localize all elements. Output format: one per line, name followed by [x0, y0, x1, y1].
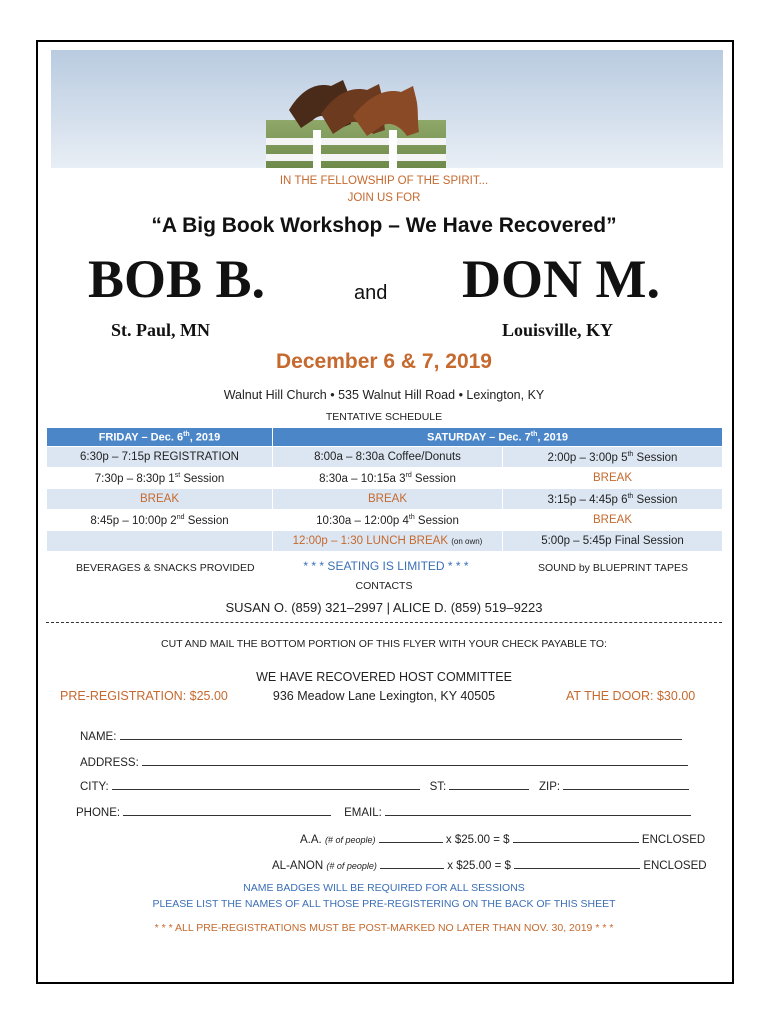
join-line: JOIN US FOR — [347, 192, 421, 204]
phone-row — [76, 804, 691, 819]
speaker-right-name: DON M. — [462, 249, 660, 309]
aa-enclosed: ENCLOSED — [641, 834, 706, 846]
alanon-enclosed: ENCLOSED — [643, 860, 707, 872]
speaker-left-city: St. Paul, MN — [111, 320, 210, 340]
venue-city: Lexington, KY — [466, 388, 545, 402]
speakers-conjunction: and — [354, 282, 388, 304]
horses-photo — [51, 50, 723, 168]
zip-field[interactable] — [563, 778, 689, 790]
schedule-cell: 5:00p – 5:45p Final Session — [503, 531, 723, 552]
table-row — [47, 489, 723, 510]
committee-name: WE HAVE RECOVERED HOST COMMITTEE — [256, 670, 512, 684]
name-label: NAME: — [80, 731, 117, 743]
schedule-cell: 3:15p – 4:45p 6th Session — [503, 489, 723, 510]
bullet-icon: • — [330, 388, 339, 402]
schedule-cell: 10:30a – 12:00p 4th Session — [273, 510, 503, 531]
speaker-left-name: BOB B. — [88, 249, 266, 309]
alanon-price: x $25.00 = $ — [447, 860, 511, 872]
state-field[interactable] — [449, 778, 529, 790]
schedule-cell: BREAK — [273, 489, 503, 510]
mail-instruction: CUT AND MAIL THE BOTTOM PORTION OF THIS FLYER WITH YOUR CHECK PAYABLE TO: — [161, 638, 607, 650]
cut-line — [46, 622, 722, 623]
state-label: ST: — [429, 781, 447, 793]
aa-count-field[interactable] — [379, 831, 443, 843]
table-row — [47, 510, 723, 531]
schedule-cell: BREAK — [47, 489, 273, 510]
seating-note: * * * SEATING IS LIMITED * * * — [303, 559, 469, 573]
committee-address: 936 Meadow Lane Lexington, KY 40505 — [272, 689, 496, 703]
door-price: AT THE DOOR: $30.00 — [566, 689, 696, 703]
address-row — [80, 754, 688, 769]
schedule-cell: 8:45p – 10:00p 2nd Session — [47, 510, 273, 531]
event-dates: December 6 & 7, 2019 — [276, 350, 492, 373]
table-row — [47, 468, 723, 489]
schedule-cell: 2:00p – 3:00p 5th Session — [503, 447, 723, 468]
list-names-notice: PLEASE LIST THE NAMES OF ALL THOSE PRE-REGISTERING ON THE BACK OF THIS SHEET — [152, 898, 616, 910]
speaker-right-city: Louisville, KY — [502, 320, 614, 340]
table-row — [47, 531, 723, 552]
email-label: EMAIL: — [344, 807, 382, 819]
aa-price: x $25.00 = $ — [445, 834, 510, 846]
schedule-table — [46, 427, 723, 552]
beverages-note: BEVERAGES & SNACKS PROVIDED — [76, 562, 255, 574]
address-label: ADDRESS: — [80, 757, 139, 769]
preregistration-price: PRE-REGISTRATION: $25.00 — [60, 689, 228, 703]
aa-row — [300, 831, 705, 846]
schedule-cell: 7:30p – 8:30p 1st Session — [47, 468, 273, 489]
table-row — [47, 447, 723, 468]
postmark-deadline: * * * ALL PRE-REGISTRATIONS MUST BE POST-MARKED NO LATER THAN NOV. 30, 2019 * * * — [154, 922, 614, 934]
saturday-header: SATURDAY – Dec. 7th, 2019 — [273, 428, 723, 447]
friday-header: FRIDAY – Dec. 6th, 2019 — [47, 428, 273, 447]
schedule-cell: BREAK — [503, 468, 723, 489]
name-row — [80, 728, 682, 743]
bullet-icon: • — [458, 388, 467, 402]
name-field[interactable] — [120, 728, 682, 740]
phone-field[interactable] — [123, 804, 331, 816]
alanon-note: (# of people) — [326, 861, 377, 871]
badge-notice: NAME BADGES WILL BE REQUIRED FOR ALL SESSIONS — [243, 882, 525, 894]
venue-line — [46, 388, 722, 402]
schedule-cell: BREAK — [503, 510, 723, 531]
sound-note: SOUND by BLUEPRINT TAPES — [538, 562, 688, 574]
email-field[interactable] — [385, 804, 691, 816]
schedule-cell: 6:30p – 7:15p REGISTRATION — [47, 447, 273, 468]
lunch-text: 12:00p – 1:30 LUNCH BREAK — [292, 535, 448, 547]
schedule-cell — [47, 531, 273, 552]
venue-address: 535 Walnut Hill Road — [338, 388, 456, 402]
city-row — [80, 778, 689, 793]
workshop-title: “A Big Book Workshop – We Have Recovered” — [151, 214, 617, 237]
aa-label: A.A. — [300, 834, 322, 846]
fellowship-line: IN THE FELLOWSHIP OF THE SPIRIT... — [279, 175, 489, 187]
aa-amount-field[interactable] — [513, 831, 639, 843]
schedule-cell: 8:30a – 10:15a 3rd Session — [273, 468, 503, 489]
address-field[interactable] — [142, 754, 688, 766]
contacts-label: CONTACTS — [355, 580, 413, 592]
lunch-note: (on own) — [451, 537, 483, 546]
contacts-line: SUSAN O. (859) 321–2997 | ALICE D. (859) 519–9223 — [225, 600, 543, 615]
alanon-row — [272, 857, 707, 872]
venue-name: Walnut Hill Church — [223, 388, 327, 402]
zip-label: ZIP: — [538, 781, 561, 793]
aa-note: (# of people) — [324, 835, 376, 845]
phone-label: PHONE: — [76, 807, 121, 819]
city-label: CITY: — [80, 781, 109, 793]
schedule-cell — [273, 531, 503, 552]
alanon-label: AL-ANON — [272, 860, 324, 872]
schedule-cell: 8:00a – 8:30a Coffee/Donuts — [273, 447, 503, 468]
alanon-count-field[interactable] — [380, 857, 444, 869]
schedule-label: TENTATIVE SCHEDULE — [325, 411, 443, 423]
city-field[interactable] — [112, 778, 420, 790]
alanon-amount-field[interactable] — [514, 857, 640, 869]
